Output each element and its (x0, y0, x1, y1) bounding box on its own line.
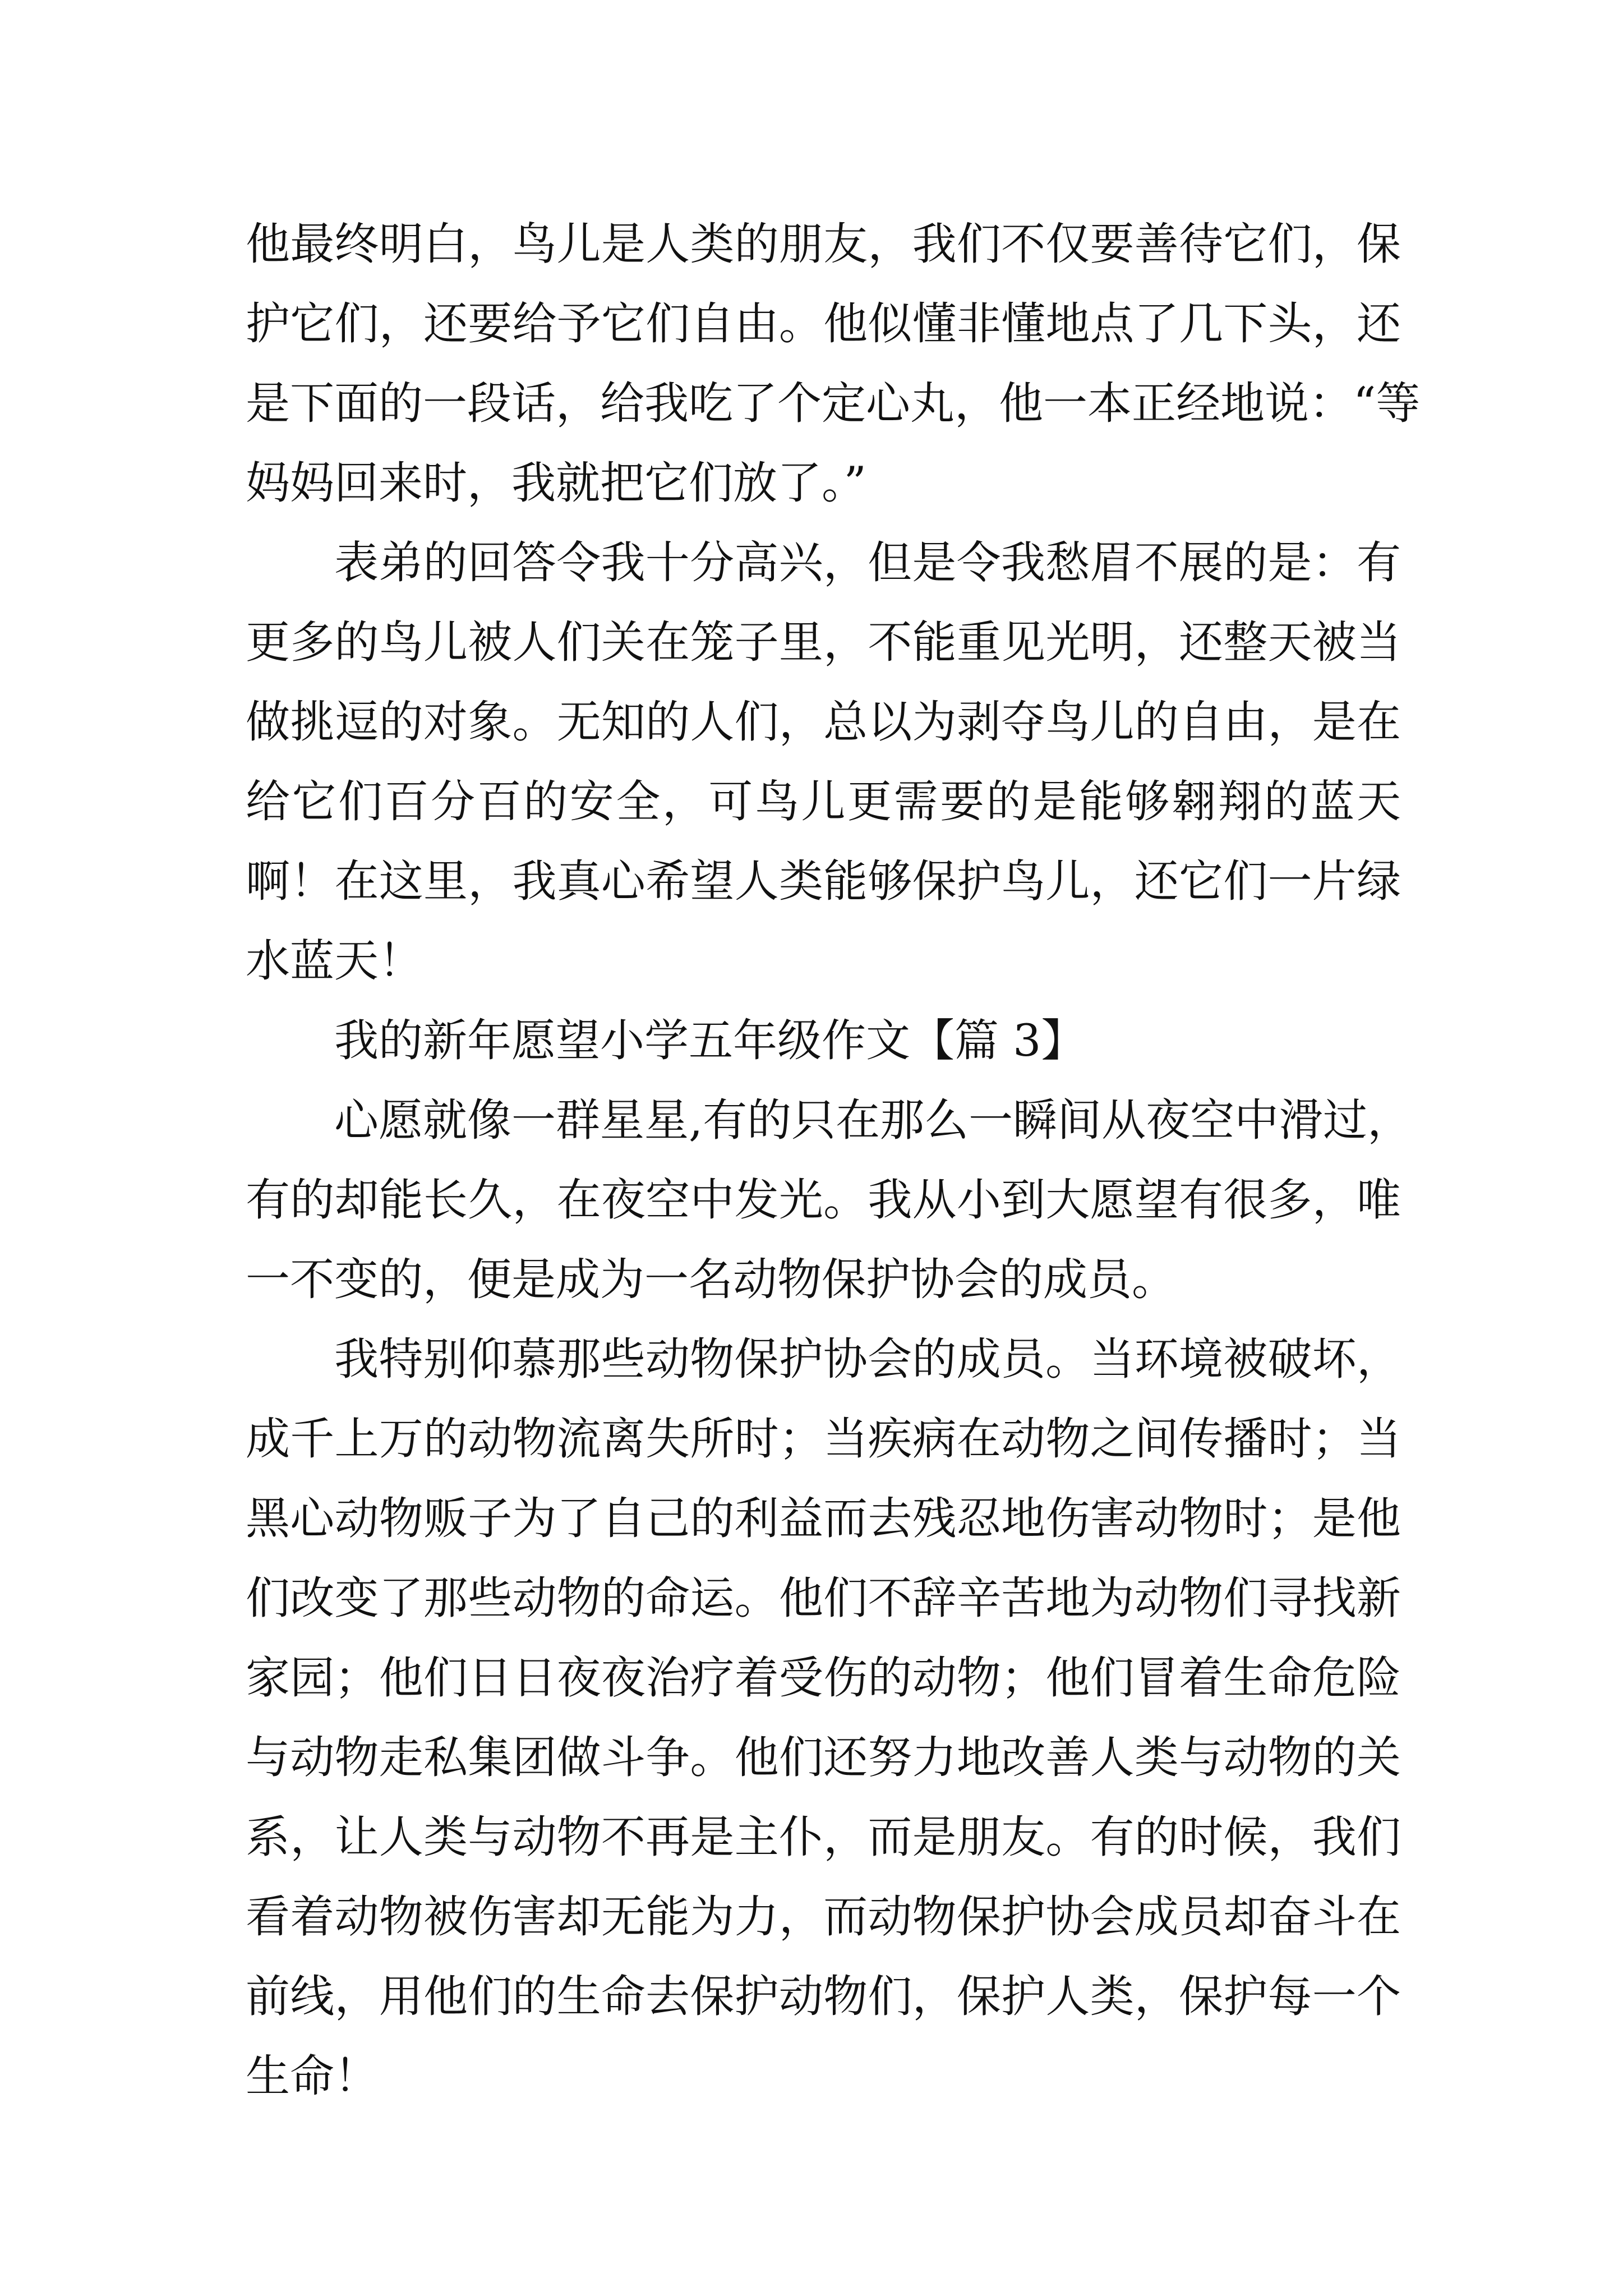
text-line: 啊！在这里，我真心希望人类能够保护鸟儿，还它们一片绿 (246, 855, 1401, 907)
text-line: 他最终明白，鸟儿是人类的朋友，我们不仅要善待它们，保 (246, 218, 1401, 270)
text-line: 心愿就像一群星星,有的只在那么一瞬间从夜空中滑过， (334, 1094, 1412, 1146)
text-line: 是下面的一段话，给我吃了个定心丸，他一本正经地说：“等 (246, 378, 1421, 429)
text-line: 护它们，还要给予它们自由。他似懂非懂地点了几下头，还 (246, 298, 1401, 349)
text-line: 系，让人类与动物不再是主仆，而是朋友。有的时候，我们 (246, 1811, 1401, 1863)
text-line: 看着动物被伤害却无能为力，而动物保护协会成员却奋斗在 (246, 1891, 1401, 1943)
document-body (246, 204, 1421, 2116)
text-line: 水蓝天！ (246, 935, 423, 987)
text-line: 前线，用他们的生命去保护动物们，保护人类，保护每一个 (246, 1971, 1401, 2022)
section-heading (246, 1001, 1401, 1080)
text-line: 我特别仰慕那些动物保护协会的成员。当环境被破坏， (334, 1333, 1401, 1385)
text-line: 们改变了那些动物的命运。他们不辞辛苦地为动物们寻找新 (246, 1572, 1401, 1624)
paragraph-4 (246, 1319, 1401, 2116)
text-line: 表弟的回答令我十分高兴，但是令我愁眉不展的是：有 (334, 537, 1401, 588)
heading-text: 我的新年愿望小学五年级作文【篇 3】 (334, 1015, 1086, 1066)
text-line: 成千上万的动物流离失所时；当疾病在动物之间传播时；当 (246, 1413, 1401, 1465)
paragraph-2 (246, 523, 1401, 1001)
paragraph-1 (246, 204, 1421, 523)
text-line: 家园；他们日日夜夜治疗着受伤的动物；他们冒着生命危险 (246, 1652, 1401, 1704)
text-line: 生命！ (246, 2050, 379, 2102)
text-line: 黑心动物贩子为了自己的利益而去残忍地伤害动物时；是他 (246, 1493, 1401, 1544)
text-line: 给它们百分百的安全，可鸟儿更需要的是能够翱翔的蓝天 (246, 776, 1401, 827)
text-line: 做挑逗的对象。无知的人们，总以为剥夺鸟儿的自由，是在 (246, 696, 1401, 748)
paragraph-3 (246, 1080, 1412, 1319)
text-line: 更多的鸟儿被人们关在笼子里，不能重见光明，还整天被当 (246, 616, 1401, 668)
text-line: 一不变的，便是成为一名动物保护协会的成员。 (246, 1254, 1176, 1305)
text-line: 有的却能长久，在夜空中发光。我从小到大愿望有很多，唯 (246, 1174, 1401, 1226)
text-line: 与动物走私集团做斗争。他们还努力地改善人类与动物的关 (246, 1732, 1401, 1783)
text-line: 妈妈回来时，我就把它们放了。” (246, 457, 866, 509)
